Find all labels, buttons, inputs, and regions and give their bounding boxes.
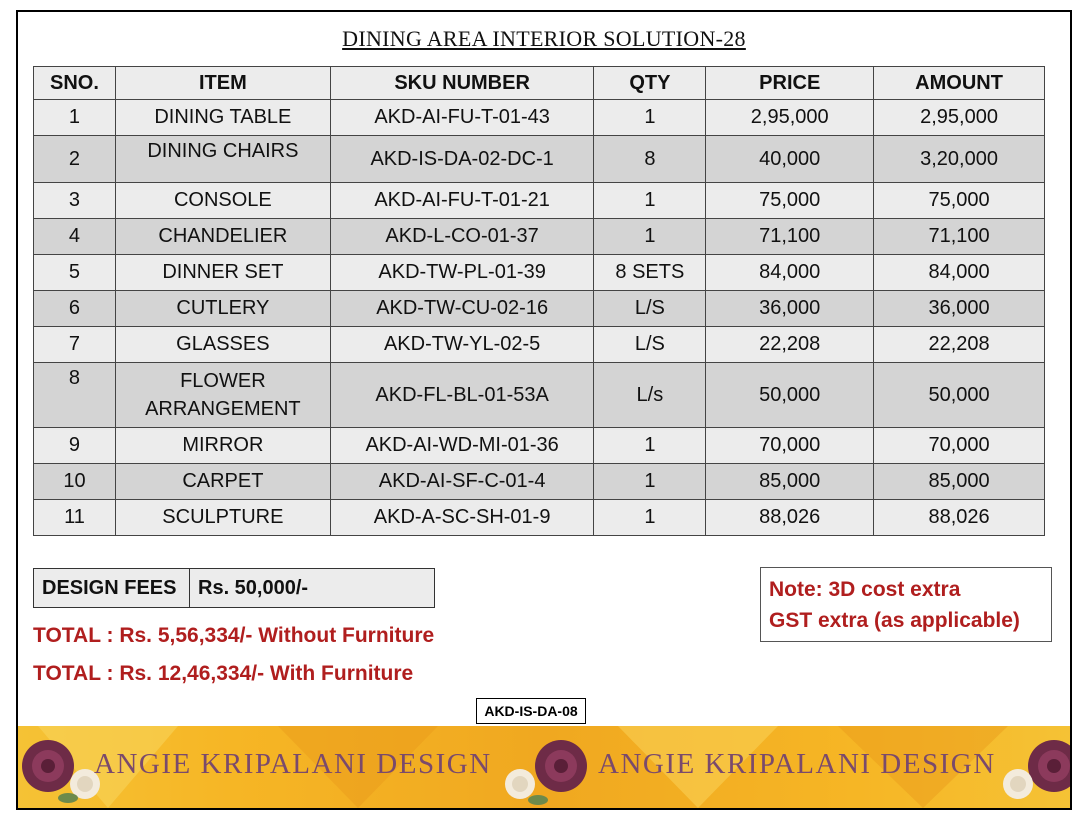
table-row <box>34 500 1045 536</box>
cell-amount: 75,000 <box>874 183 1045 219</box>
design-fees-value: Rs. 50,000/- <box>198 576 309 599</box>
cell-sno: 11 <box>34 500 116 536</box>
cell-price: 85,000 <box>706 464 874 500</box>
cell-sno: 9 <box>34 428 116 464</box>
cell-item: SCULPTURE <box>115 500 330 536</box>
rose-flower-icon <box>1028 740 1070 792</box>
cell-price: 71,100 <box>706 219 874 255</box>
cell-price: 88,026 <box>706 500 874 536</box>
cell-sku: AKD-AI-FU-T-01-43 <box>330 100 594 136</box>
total-with-furniture: TOTAL : Rs. 12,46,334/- With Furniture <box>33 662 414 685</box>
design-fees-label: DESIGN FEES <box>34 569 190 607</box>
header-sku: SKU NUMBER <box>330 67 594 100</box>
brand-logo-text: ANGIE KRIPALANI DESIGN <box>94 748 492 780</box>
note-box <box>760 567 1052 642</box>
cell-sno: 6 <box>34 291 116 327</box>
cell-qty: 1 <box>594 500 706 536</box>
table-row <box>34 136 1045 183</box>
cell-sku: AKD-AI-WD-MI-01-36 <box>330 428 594 464</box>
cell-qty: 8 SETS <box>594 255 706 291</box>
document-page <box>16 10 1072 810</box>
header-qty: QTY <box>594 67 706 100</box>
note-line-2: GST extra (as applicable) <box>769 609 1020 632</box>
header-price: PRICE <box>706 67 874 100</box>
cell-qty: 8 <box>594 136 706 183</box>
table-row <box>34 291 1045 327</box>
cell-price: 50,000 <box>706 363 874 428</box>
cell-amount: 88,026 <box>874 500 1045 536</box>
cell-sno: 10 <box>34 464 116 500</box>
cell-price: 84,000 <box>706 255 874 291</box>
header-amount: AMOUNT <box>874 67 1045 100</box>
cell-price: 36,000 <box>706 291 874 327</box>
cell-amount: 84,000 <box>874 255 1045 291</box>
cell-item-line2: ARRANGEMENT <box>145 398 301 420</box>
cell-amount: 71,100 <box>874 219 1045 255</box>
cell-qty: 1 <box>594 464 706 500</box>
items-table <box>33 66 1045 536</box>
cell-sno: 4 <box>34 219 116 255</box>
cell-sku: AKD-AI-FU-T-01-21 <box>330 183 594 219</box>
table-row <box>34 363 1045 428</box>
table-row <box>34 327 1045 363</box>
table-row <box>34 183 1045 219</box>
table-row <box>34 100 1045 136</box>
cell-amount: 70,000 <box>874 428 1045 464</box>
cell-sku: AKD-AI-SF-C-01-4 <box>330 464 594 500</box>
cell-amount: 85,000 <box>874 464 1045 500</box>
cell-item: MIRROR <box>115 428 330 464</box>
cell-amount: 3,20,000 <box>874 136 1045 183</box>
cell-sno: 3 <box>34 183 116 219</box>
brand-banner <box>18 726 1070 808</box>
cell-qty: L/s <box>594 363 706 428</box>
table-row <box>34 428 1045 464</box>
cell-sno: 8 <box>34 363 116 428</box>
cell-sno: 7 <box>34 327 116 363</box>
cell-price: 75,000 <box>706 183 874 219</box>
brand-logo-text: ANGIE KRIPALANI DESIGN <box>598 748 996 780</box>
cell-item: GLASSES <box>115 327 330 363</box>
cell-qty: 1 <box>594 100 706 136</box>
cell-amount: 36,000 <box>874 291 1045 327</box>
cell-sno: 1 <box>34 100 116 136</box>
cell-amount: 22,208 <box>874 327 1045 363</box>
cell-sku: AKD-FL-BL-01-53A <box>330 363 594 428</box>
cell-item: CHANDELIER <box>115 219 330 255</box>
design-fees-box <box>33 568 435 608</box>
cell-item: DINNER SET <box>115 255 330 291</box>
table-row <box>34 464 1045 500</box>
cell-sno: 2 <box>34 136 116 183</box>
cell-sku: AKD-TW-PL-01-39 <box>330 255 594 291</box>
cell-item: CONSOLE <box>115 183 330 219</box>
cell-amount: 2,95,000 <box>874 100 1045 136</box>
table-row <box>34 219 1045 255</box>
cell-sku: AKD-IS-DA-02-DC-1 <box>330 136 594 183</box>
cell-sno: 5 <box>34 255 116 291</box>
cell-item: DINING CHAIRS <box>115 136 330 183</box>
cell-sku: AKD-TW-YL-02-5 <box>330 327 594 363</box>
cell-qty: L/S <box>594 327 706 363</box>
page-title: DINING AREA INTERIOR SOLUTION-28 <box>342 26 746 51</box>
cell-price: 2,95,000 <box>706 100 874 136</box>
cell-qty: 1 <box>594 219 706 255</box>
cell-sku: AKD-L-CO-01-37 <box>330 219 594 255</box>
header-item: ITEM <box>115 67 330 100</box>
cell-price: 40,000 <box>706 136 874 183</box>
cell-amount: 50,000 <box>874 363 1045 428</box>
cell-qty: 1 <box>594 428 706 464</box>
cell-item: DINING TABLE <box>115 100 330 136</box>
cell-sku: AKD-A-SC-SH-01-9 <box>330 500 594 536</box>
total-without-furniture: TOTAL : Rs. 5,56,334/- Without Furniture <box>33 624 435 647</box>
cell-qty: L/S <box>594 291 706 327</box>
cell-item: CARPET <box>115 464 330 500</box>
rose-flower-icon <box>22 740 74 792</box>
white-rose-icon <box>1003 769 1033 799</box>
cell-price: 70,000 <box>706 428 874 464</box>
cell-item: CUTLERY <box>115 291 330 327</box>
cell-item <box>115 363 330 428</box>
rose-flower-icon <box>535 740 587 792</box>
document-code: AKD-IS-DA-08 <box>476 698 586 724</box>
table-header-row <box>34 67 1045 100</box>
cell-price: 22,208 <box>706 327 874 363</box>
cell-sku: AKD-TW-CU-02-16 <box>330 291 594 327</box>
table-row <box>34 255 1045 291</box>
cell-item-line1: FLOWER <box>180 370 266 392</box>
cell-qty: 1 <box>594 183 706 219</box>
header-sno: SNO. <box>34 67 116 100</box>
note-line-1: Note: 3D cost extra <box>769 578 961 601</box>
